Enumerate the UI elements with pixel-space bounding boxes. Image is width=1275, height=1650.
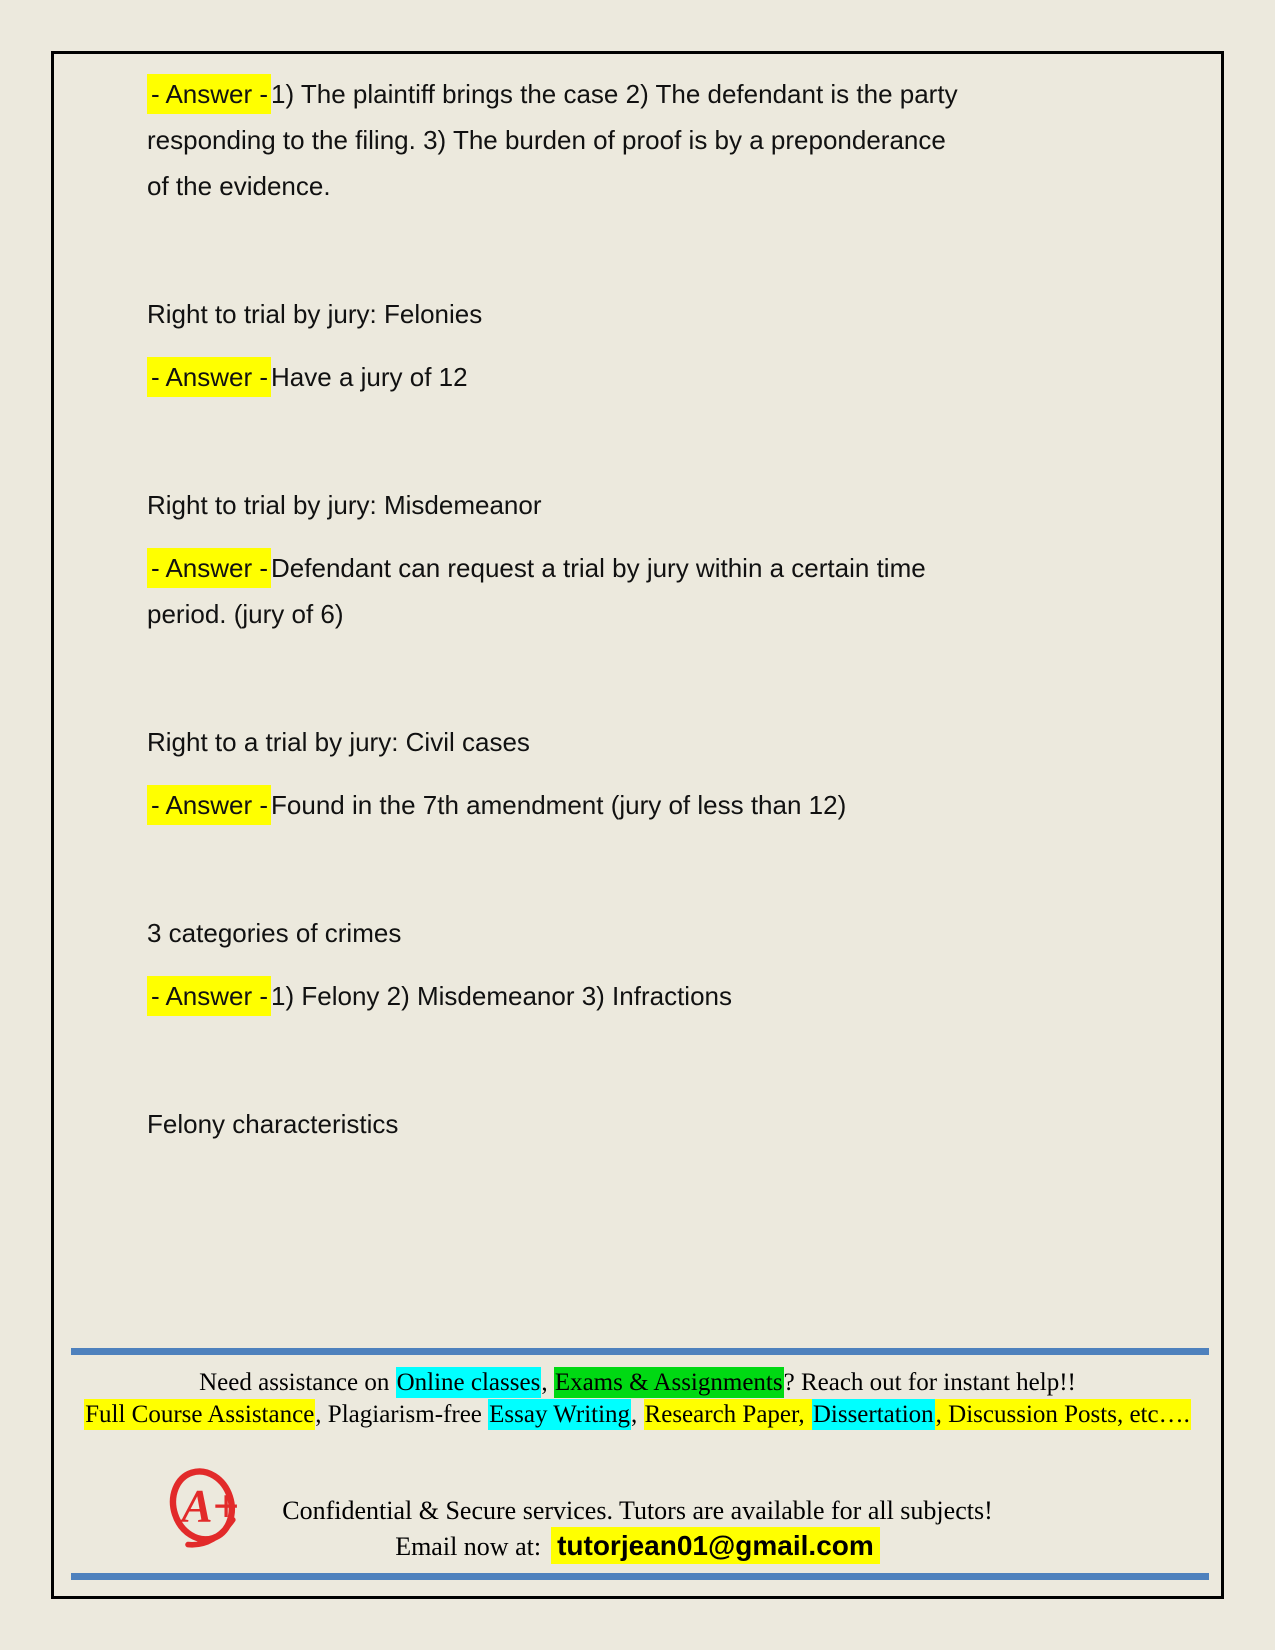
a-plus-logo-text: A+ xyxy=(181,1481,239,1533)
answer-text: 1) Felony 2) Misdemeanor 3) Infractions xyxy=(271,981,732,1011)
footer-text: , xyxy=(541,1369,554,1396)
footer-advertisement xyxy=(54,1367,1221,1431)
question-text: 3 categories of crimes xyxy=(147,918,402,948)
page-border-frame xyxy=(51,51,1224,1599)
email-label: Email now at: xyxy=(395,1532,542,1561)
footer-ad-line1 xyxy=(54,1367,1221,1399)
question-text: Right to a trial by jury: Civil cases xyxy=(147,727,530,757)
answer-text: period. (jury of 6) xyxy=(147,599,344,629)
footer-bottom-divider xyxy=(71,1573,1209,1580)
footer-top-divider xyxy=(71,1348,1209,1355)
answer-highlight: - Answer - xyxy=(147,976,271,1016)
footer-email-line xyxy=(54,1530,1221,1562)
answer-text: Found in the 7th amendment (jury of less than 12) xyxy=(271,790,847,820)
study-guide-content xyxy=(54,71,1221,1147)
footer-highlight-cyan: Online classes xyxy=(396,1369,541,1396)
answer-paragraph xyxy=(147,545,1181,637)
footer-text: , xyxy=(631,1401,644,1428)
question-text: Right to trial by jury: Felonies xyxy=(147,299,483,329)
footer-text: Need assistance on xyxy=(199,1369,396,1396)
answer-paragraph xyxy=(147,782,1181,828)
footer-ad-line2 xyxy=(54,1399,1221,1431)
answer-paragraph xyxy=(147,973,1181,1019)
answer-paragraph xyxy=(147,71,1181,209)
answer-highlight: - Answer - xyxy=(147,548,271,588)
footer-highlight-yellow: Research Paper, xyxy=(644,1401,811,1428)
answer-text: responding to the filing. 3) The burden of proof is by a preponderance xyxy=(147,125,946,155)
answer-text: Have a jury of 12 xyxy=(271,362,468,392)
answer-highlight: - Answer - xyxy=(147,785,271,825)
footer-highlight-yellow: Full Course Assistance xyxy=(85,1401,315,1428)
answer-paragraph xyxy=(147,354,1181,400)
footer-highlight-green: Exams & Assignments xyxy=(554,1369,783,1396)
footer-highlight-cyan: Essay Writing xyxy=(489,1401,631,1428)
footer-secure-line: Confidential & Secure services. Tutors are available for all subjects! xyxy=(282,1496,993,1525)
footer-highlight-cyan: Dissertation xyxy=(812,1401,934,1428)
email-address: tutorjean01@gmail.com xyxy=(551,1527,880,1564)
answer-highlight: - Answer - xyxy=(147,74,271,114)
footer-text: ? Reach out for instant help!! xyxy=(783,1369,1076,1396)
question-text: Felony characteristics xyxy=(147,1109,399,1139)
footer-highlight-yellow: , Discussion Posts, etc…. xyxy=(935,1401,1190,1428)
question-text: Right to trial by jury: Misdemeanor xyxy=(147,490,542,520)
answer-text: of the evidence. xyxy=(147,171,331,201)
answer-highlight: - Answer - xyxy=(147,357,271,397)
answer-text: Defendant can request a trial by jury within a certain time xyxy=(271,553,926,583)
answer-text: 1) The plaintiff brings the case 2) The defendant is the party xyxy=(271,79,958,109)
footer-text: , Plagiarism-free xyxy=(315,1401,489,1428)
